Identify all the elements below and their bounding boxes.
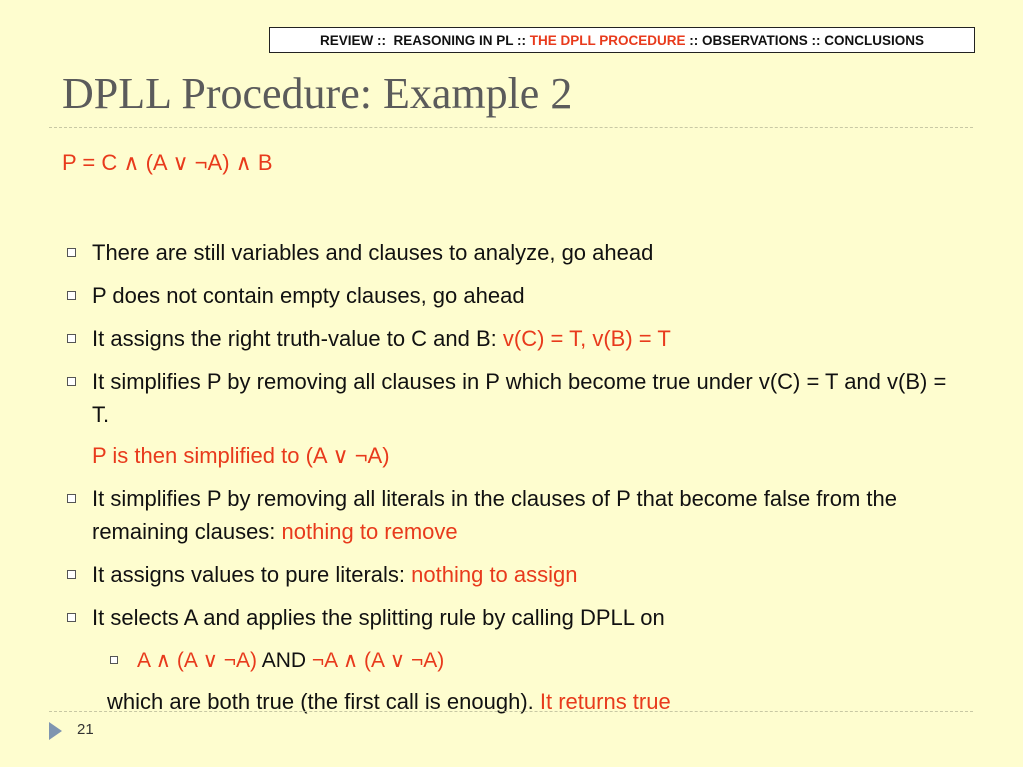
bullet-text: It simplifies P by removing all literals in the clauses of P that become false from the remaining clauses: <box>92 486 897 544</box>
play-arrow-icon <box>49 722 62 740</box>
breadcrumb-active: THE DPLL PROCEDURE <box>529 32 686 48</box>
square-bullet-icon <box>67 334 76 343</box>
square-bullet-icon <box>67 377 76 386</box>
bullet-list <box>62 236 962 728</box>
footer-divider <box>49 711 973 712</box>
slide-title: DPLL Procedure: Example 2 <box>62 69 573 118</box>
sub-bullet-item <box>62 644 962 677</box>
breadcrumb-part-2: :: OBSERVATIONS :: CONCLUSIONS <box>685 32 925 48</box>
bullet-highlight: nothing to remove <box>281 519 458 544</box>
bullet-highlight: nothing to assign <box>411 562 578 587</box>
bullet-note: P is then simplified to (A ∨ ¬A) <box>92 443 390 468</box>
bullet-item <box>62 482 962 548</box>
title-divider <box>49 127 973 128</box>
bullet-item <box>62 279 962 312</box>
square-bullet-icon <box>67 570 76 579</box>
bullet-item <box>62 601 962 634</box>
sub-bullet-formula-2: ¬A ∧ (A ∨ ¬A) <box>311 649 445 672</box>
square-bullet-icon <box>67 494 76 503</box>
bullet-highlight: v(C) = T, v(B) = T <box>502 326 671 351</box>
bullet-item <box>62 365 962 431</box>
bullet-text: There are still variables and clauses to analyze, go ahead <box>92 240 654 265</box>
bullet-item <box>62 236 962 269</box>
bullet-text: It assigns the right truth-value to C and B: <box>92 326 503 351</box>
sub-bullet-formula-1: A ∧ (A ∨ ¬A) <box>137 649 258 672</box>
conclusion-highlight: It returns true <box>539 689 671 714</box>
bullet-item <box>62 558 962 591</box>
bullet-text: It assigns values to pure literals: <box>92 562 412 587</box>
square-bullet-icon <box>67 248 76 257</box>
square-bullet-icon <box>67 291 76 300</box>
bullet-text: P does not contain empty clauses, go ahead <box>92 283 525 308</box>
conclusion-text: which are both true (the first call is enough). <box>107 689 540 714</box>
bullet-item <box>62 322 962 355</box>
bullet-text: It simplifies P by removing all clauses in P which become true under v(C) = T and v(B) = T. <box>92 369 947 427</box>
formula: P = C ∧ (A ∨ ¬A) ∧ B <box>62 150 273 175</box>
square-bullet-icon <box>67 613 76 622</box>
conclusion-line <box>62 685 962 718</box>
square-bullet-icon <box>110 656 118 664</box>
breadcrumb-part-1: REVIEW :: REASONING IN PL :: <box>319 32 530 48</box>
page-number: 21 <box>77 721 94 738</box>
bullet-text: It selects A and applies the splitting rule by calling DPLL on <box>92 605 665 630</box>
sub-bullet-and: AND <box>257 649 312 672</box>
breadcrumb <box>269 27 975 53</box>
